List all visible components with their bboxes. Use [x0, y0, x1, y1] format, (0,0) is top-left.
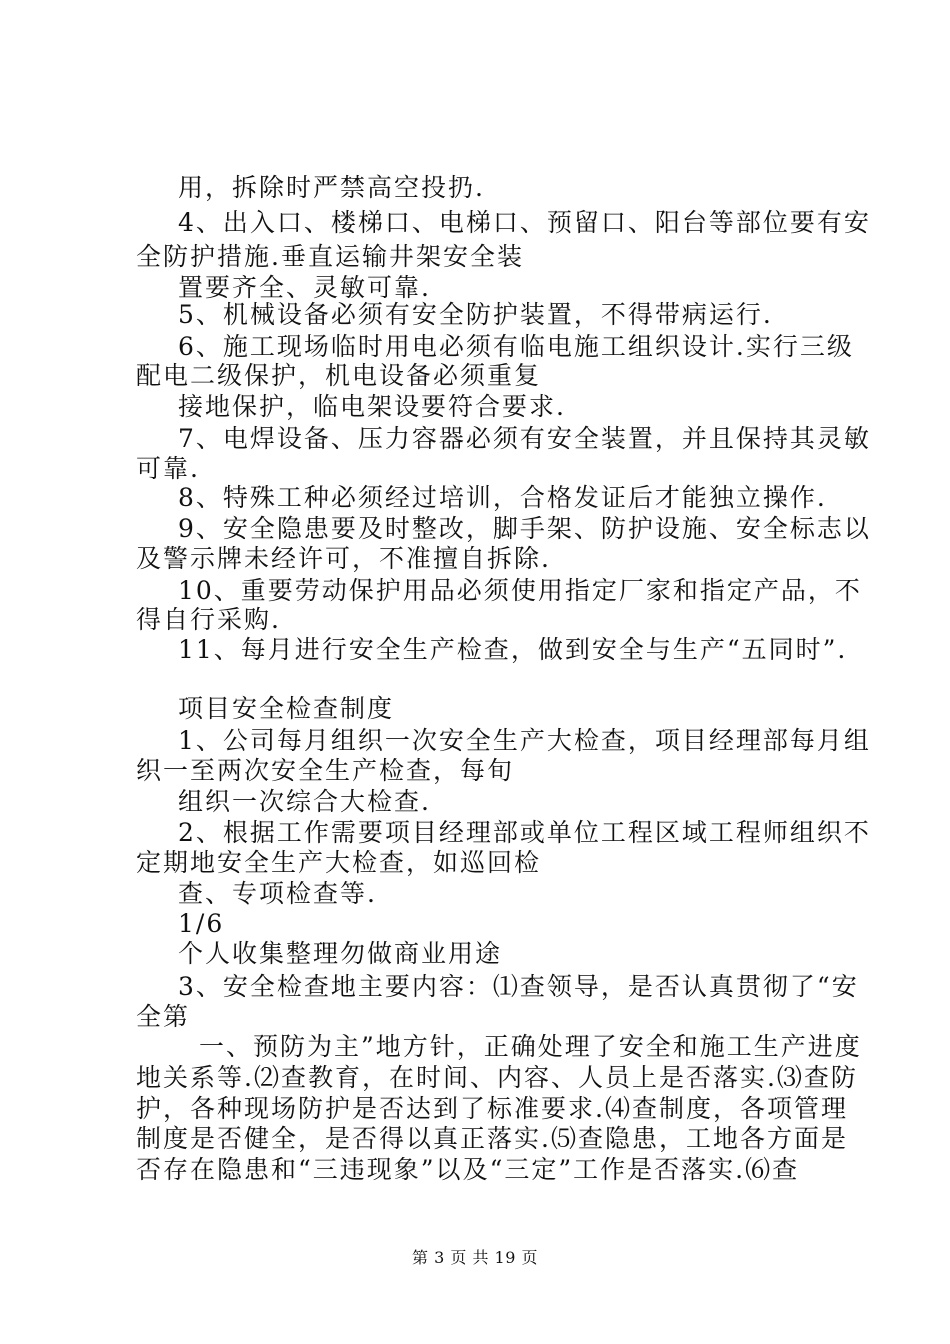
text-line: 全第: [136, 1002, 191, 1031]
text-line: 组织一次综合大检查.: [178, 787, 431, 816]
page-footer: 第 3 页 共 19 页: [412, 1248, 538, 1267]
text-line: 置要齐全、灵敏可靠.: [178, 273, 431, 302]
text-line: 9、安全隐患要及时整改，脚手架、防护设施、安全标志以: [178, 514, 871, 543]
text-line: 及警示牌未经许可，不准擅自拆除.: [136, 544, 551, 573]
section-heading: 项目安全检查制度: [178, 694, 395, 723]
text-line: 得自行采购.: [136, 605, 281, 634]
text-line: 7、电焊设备、压力容器必须有安全装置，并且保持其灵敏: [178, 424, 871, 453]
text-line: 地关系等.⑵查教育，在时间、内容、人员上是否落实.⑶查防: [136, 1063, 858, 1092]
text-line: 接地保护，临电架设要符合要求.: [178, 392, 566, 421]
text-line: 否存在隐患和“三违现象”以及“三定”工作是否落实.⑹查: [136, 1155, 800, 1184]
text-line: 护，各种现场防护是否达到了标准要求.⑷查制度，各项管理: [136, 1094, 848, 1123]
text-line: 可靠.: [136, 454, 200, 483]
text-line: 4、出入口、楼梯口、电梯口、预留口、阳台等部位要有安: [178, 208, 871, 237]
text-line: 11、每月进行安全生产检查，做到安全与生产“五同时”.: [178, 635, 848, 664]
text-line: 3、安全检查地主要内容：⑴查领导，是否认真贯彻了“安: [178, 972, 859, 1001]
text-line: 定期地安全生产大检查，如巡回检: [136, 848, 542, 877]
text-line: 织一至两次安全生产检查，每旬: [136, 756, 515, 785]
text-line: 制度是否健全，是否得以真正落实.⑸查隐患，工地各方面是: [136, 1124, 848, 1153]
text-line: 2、根据工作需要项目经理部或单位工程区域工程师组织不: [178, 818, 871, 847]
text-line: 5、机械设备必须有安全防护装置，不得带病运行.: [178, 300, 773, 329]
text-line: 8、特殊工种必须经过培训，合格发证后才能独立操作.: [178, 483, 827, 512]
text-line: 一、预防为主”地方针，正确处理了安全和施工生产进度: [199, 1032, 862, 1061]
text-line: 配电二级保护，机电设备必须重复: [136, 361, 542, 390]
text-line: 查、专项检查等.: [178, 879, 377, 908]
text-line: 全防护措施.垂直运输井架安全装: [136, 242, 524, 271]
text-line: 1、公司每月组织一次安全生产大检查，项目经理部每月组: [178, 726, 871, 755]
text-line: 用，拆除时严禁高空投扔.: [178, 173, 485, 202]
text-line: 10、重要劳动保护用品必须使用指定厂家和指定产品，不: [178, 576, 862, 605]
text-line: 6、施工现场临时用电必须有临电施工组织设计.实行三级: [178, 332, 854, 361]
watermark-note: 个人收集整理勿做商业用途: [178, 939, 503, 968]
inline-page-marker: 1/6: [178, 909, 225, 938]
